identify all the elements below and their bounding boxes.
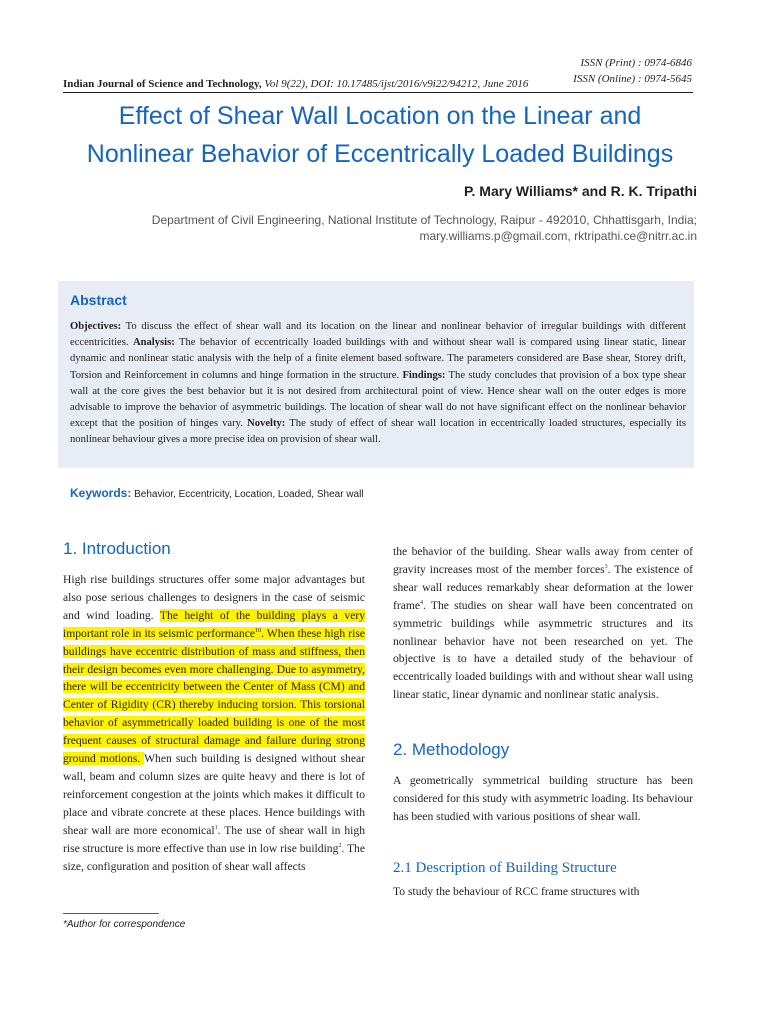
keywords <box>70 486 364 500</box>
authors: P. Mary Williams* and R. K. Tripathi <box>463 183 697 199</box>
highlighted-passage[interactable] <box>63 609 365 765</box>
ref-2[interactable]: 2 <box>338 842 342 849</box>
c2-text-c: . The studies on shear wall have been concentrated on symmetric buildings while asymmetric structures and its nonlinear behavior have not been researched on yet. The objective is to have a detailed study of the behaviour of eccentrically loaded buildings with and without shear wall using linear static, linear dynamic and nonlinear static analysis. <box>393 598 693 702</box>
findings-text: The study concludes that provision of a box type shear wall at the core gives the best behavior but it is not desired from architectural point of view. Hence shear wall on the outer edges is more advisable to improve the behavior of asymmetric buildings. The location of shear wall do not have significant effect on the nonlinear behavior except that the position of hinges vary. <box>70 369 686 430</box>
novelty-text: The study of effect of shear wall location in eccentrically loaded structures, especially its nonlinear behaviour gives a more precise idea on provision of shear wall. <box>70 418 687 446</box>
journal-meta: Vol 9(22), DOI: 10.17485/ijst/2016/v9i22/94212, June 2016 <box>264 78 529 90</box>
issn-print: ISSN (Print) : 0974-6846 <box>580 57 692 69</box>
findings-label: Findings: <box>402 369 446 381</box>
objectives-text: To discuss the effect of shear wall and its location on the linear and nonlinear behavior of irregular buildings with different eccentricities. <box>70 321 686 349</box>
introduction-body <box>63 571 365 875</box>
intro-text-start: High rise buildings structures offer some major advantages but also pose serious challenges to designers in the case of seismic and wind loading. <box>63 573 365 622</box>
affiliation: Department of Civil Engineering, National Institute of Technology, Raipur - 492010, Chhattisgarh, India; <box>151 213 697 227</box>
abstract-heading: Abstract <box>70 292 127 308</box>
novelty-label: Novelty: <box>247 418 286 430</box>
introduction-heading: 1. Introduction <box>63 539 171 558</box>
abstract-body <box>70 319 686 449</box>
footnote: *Author for correspondence <box>63 919 186 930</box>
objectives-label: Objectives: <box>70 321 122 332</box>
ref-10[interactable]: 10 <box>255 627 261 634</box>
intro-text-end: . The size, configuration and position of shear wall affects <box>63 841 366 873</box>
title-line-2: Nonlinear Behavior of Eccentrically Loaded Buildings <box>86 140 674 168</box>
keywords-text: Behavior, Eccentricity, Location, Loaded, Shear wall <box>131 489 364 500</box>
analysis-label: Analysis: <box>132 337 175 349</box>
journal-name: Indian Journal of Science and Technology, <box>63 78 262 90</box>
subsection-heading: 2.1 Description of Building Structure <box>393 860 617 876</box>
highlight-text-a: The height of the building plays a very important role in its seismic performance <box>63 608 366 640</box>
header-divider <box>63 92 693 93</box>
intro-text-mid2: . The use of shear wall in high rise structure is more effective than use in low rise building <box>63 823 365 855</box>
ref-1[interactable]: 1 <box>214 824 218 831</box>
title-line-1: Effect of Shear Wall Location on the Linear and <box>118 102 642 130</box>
highlight-text-b: . When these high rise buildings have eccentric distribution of mass and stiffness, then their design becomes even more challenging. Due to asymmetry, there will be eccentricity between the Center of Mass (CM) and Center of Rigidity (CR) thereby inducing torsion. This torsional behavior of asymmetrically loaded building is one of the most frequent causes of structural damage and failure during strong ground motions. <box>63 626 365 766</box>
article-title <box>55 97 705 173</box>
methodology-heading: 2. Methodology <box>393 740 510 759</box>
ref-3[interactable]: 3 <box>604 564 608 571</box>
c2-text-a: the behavior of the building. Shear walls away from center of gravity increases most of the member forces <box>393 545 693 576</box>
introduction-continuation <box>393 543 693 704</box>
author-emails[interactable]: mary.williams.p@gmail.com, rktripathi.ce@nitrr.ac.in <box>419 229 697 243</box>
journal-citation <box>63 78 528 90</box>
issn-online: ISSN (Online) : 0974-5645 <box>573 73 692 85</box>
ref-4[interactable]: 4 <box>420 599 424 606</box>
analysis-text: The behavior of eccentrically loaded buildings with and without shear wall is compared using linear static, linear dynamic and nonlinear static analysis with the help of a finite element based software. The parameters considered are Base shear, Storey drift, Torsion and Reinforcement in columns and hinge formation in the structure. <box>70 337 686 381</box>
keywords-label: Keywords: <box>70 486 132 500</box>
footnote-divider <box>63 913 159 914</box>
methodology-body: A geometrically symmetrical building structure has been considered for this study with asymmetric loading. Its behaviour has been studied with various positions of shear wall. <box>393 774 693 823</box>
intro-text-mid: When such building is designed without shear wall, beam and column sizes are quite heavy and there is lot of reinforcement congestion at the joints which makes it difficult to place and vibrate concrete at these places. Hence buildings with shear wall are more economical <box>63 752 365 837</box>
c2-text-b: . The existence of shear wall reduces remarkably shear deformation at the lower frame <box>393 562 693 612</box>
subsection-body: To study the behaviour of RCC frame structures with <box>393 885 640 898</box>
